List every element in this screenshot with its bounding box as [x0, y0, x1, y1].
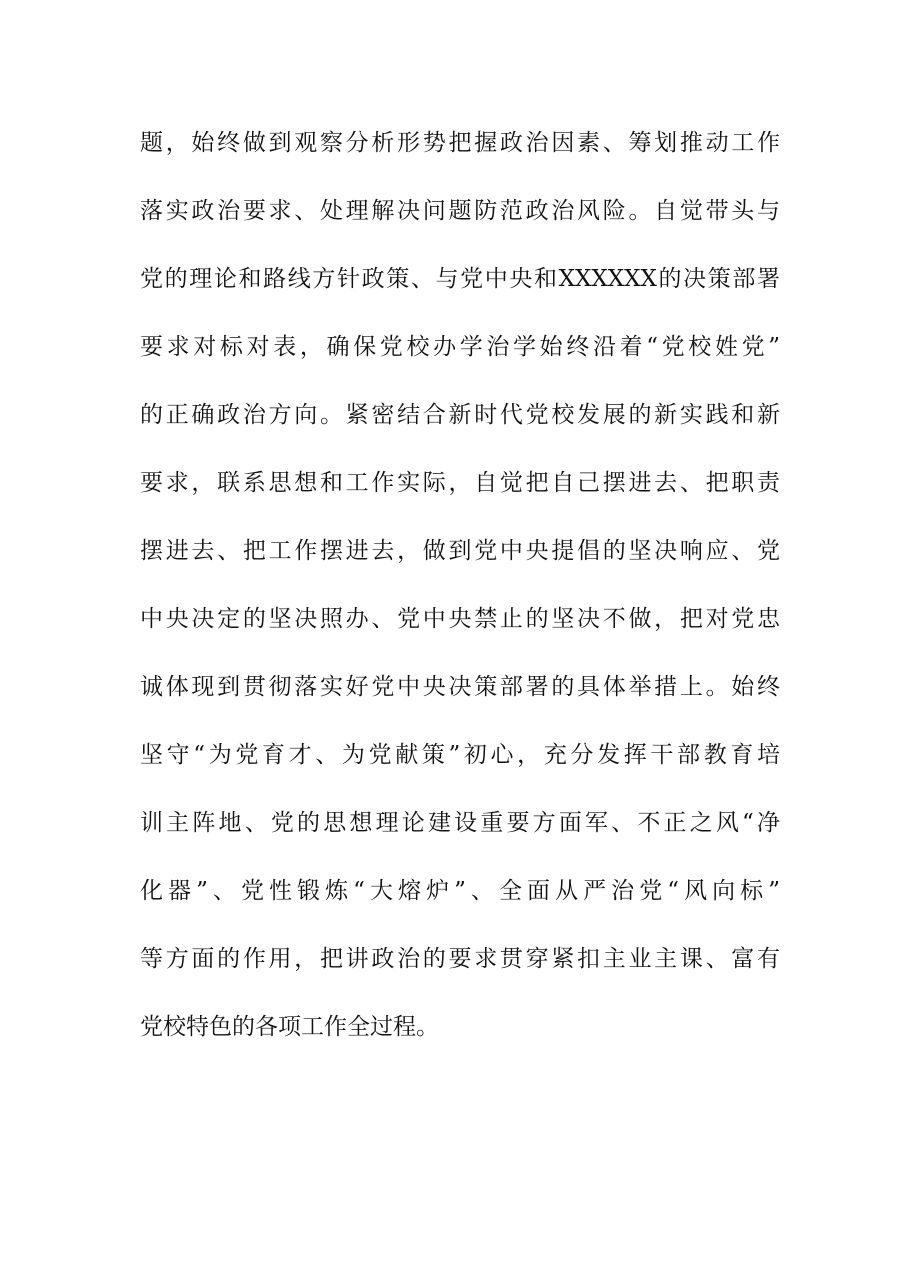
- paragraph-line: 摆进去、把工作摆进去，做到党中央提倡的坚决响应、党: [140, 538, 780, 564]
- paragraph-line: 落实政治要求、处理解决问题防范政治风险。自觉带头与: [140, 198, 780, 224]
- paragraph-line: 诚体现到贯彻落实好党中央决策部署的具体举措上。始终: [140, 674, 780, 700]
- paragraph-line: 要求对标对表，确保党校办学治学始终沿着“党校姓党”: [140, 334, 780, 360]
- paragraph-line: 化器”、党性锻炼“大熔炉”、全面从严治党“风向标”: [140, 878, 780, 904]
- paragraph-line: 中央决定的坚决照办、党中央禁止的坚决不做，把对党忠: [140, 606, 780, 632]
- paragraph-line: 要求，联系思想和工作实际，自觉把自己摆进去、把职责: [140, 470, 780, 496]
- paragraph-line: 的正确政治方向。紧密结合新时代党校发展的新实践和新: [140, 402, 780, 428]
- paragraph-line: 训主阵地、党的思想理论建设重要方面军、不正之风“净: [140, 810, 780, 836]
- paragraph-line: 等方面的作用，把讲政治的要求贯穿紧扣主业主课、富有: [140, 946, 780, 972]
- paragraph-line: 题，始终做到观察分析形势把握政治因素、筹划推动工作: [140, 130, 780, 156]
- paragraph-line: 坚守“为党育才、为党献策”初心，充分发挥干部教育培: [140, 742, 780, 768]
- body-paragraph: [140, 120, 780, 1072]
- paragraph-line: 党的理论和路线方针政策、与党中央和XXXXXX的决策部署: [140, 266, 780, 292]
- paragraph-line: 党校特色的各项工作全过程。: [140, 1014, 439, 1040]
